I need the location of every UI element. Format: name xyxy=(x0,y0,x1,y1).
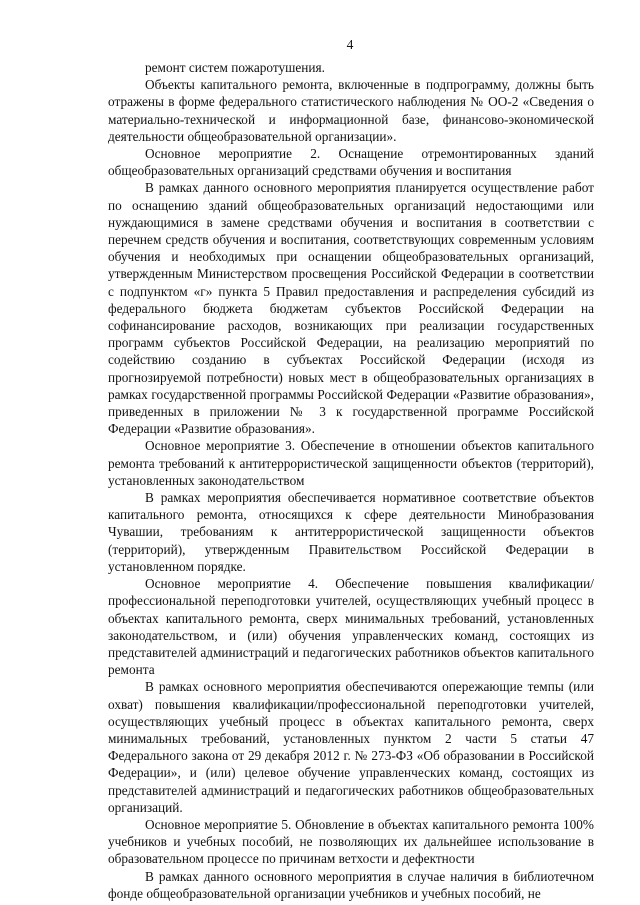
measure-3-description: В рамках мероприятия обеспечивается нормативное соответствие объектов капитального ремонта, относящихся к сфере деятельности Минобразования Чувашии, требованиям к антитеррористической защищенности объектов (территорий), утвержденным Правительством Российской Федерации в установленном порядке. xyxy=(108,490,594,574)
measure-5-description: В рамках данного основного мероприятия в случае наличия в библиотечном фонде общеобразовательной организации учебников и учебных пособий, не xyxy=(108,868,594,901)
measure-2-description: В рамках данного основного мероприятия планируется осуществление работ по оснащению зданий общеобразовательных организаций недостающими или нуждающимися в замене средствами обучения и воспитания в соответствии с перечнем средств обучения и воспитания, соответствующих современным условиям обучения и необходимых при оснащении общеобразовательных организаций, утвержденным Министерством просвещения Российской Федерации в соответствии с подпунктом «г» пункта 5 Правил предоставления и распределения субсидий из федерального бюджета бюджетам субъектов Российской Федерации на софинансирование расходов, возникающих при реализации государственных программ субъектов Российской Федерации, на реализацию мероприятий по содействию созданию в субъектах Российской Федерации (исходя из прогнозируемой потребности) новых мест в общеобразовательных организациях в рамках государственной программы Российской Федерации «Развитие образования», приведенных в приложении № 3 к государственной программе Российской Федерации «Развитие образования». xyxy=(108,180,594,437)
measure-2-heading: Основное мероприятие 2. Оснащение отремонтированных зданий общеобразовательных организаций средствами обучения и воспитания xyxy=(108,146,594,179)
measure-3-heading: Основное мероприятие 3. Обеспечение в отношении объектов капитального ремонта требований к антитеррористической защищенности объектов (территорий), установленных законодательством xyxy=(108,438,594,488)
paragraph-capital-repair-objects: Объекты капитального ремонта, включенные в подпрограмму, должны быть отражены в форме федерального статистического наблюдения № ОО-2 «Сведения о материально-технической и информационной базе, финансово-экономической деятельности общеобразовательной организации». xyxy=(108,77,594,144)
paragraph-continuation: ремонт систем пожаротушения. xyxy=(145,60,325,75)
page-number: 4 xyxy=(346,37,354,52)
document-body xyxy=(108,59,594,902)
measure-4-description: В рамках основного мероприятия обеспечиваются опережающие темпы (или охват) повышения квалификации/профессиональной переподготовки учителей, осуществляющих учебный процесс в объектах капитального ремонта, сверх минимальных требований, установленных пунктом 2 части 5 статьи 47 Федерального закона от 29 декабря 2012 г. № 273-ФЗ «Об образовании в Российской Федерации», и (или) целевое обучение управленческих команд, состоящих из представителей администраций и педагогических работников общеобразовательных организаций. xyxy=(108,679,594,815)
measure-5-heading: Основное мероприятие 5. Обновление в объектах капитального ремонта 100% учебников и учебных пособий, не позволяющих их дальнейшее использование в образовательном процессе по причинам ветхости и дефектности xyxy=(108,816,594,867)
measure-4-heading: Основное мероприятие 4. Обеспечение повышения квалификации/профессиональной переподготовки учителей, осуществляющих учебный процесс в объектах капитального ремонта, сверх минимальных требований, установленных законодательством, и (или) обучения управленческих команд, состоящих из представителей администраций и педагогических работников объектов капитального ремонта xyxy=(108,576,594,678)
